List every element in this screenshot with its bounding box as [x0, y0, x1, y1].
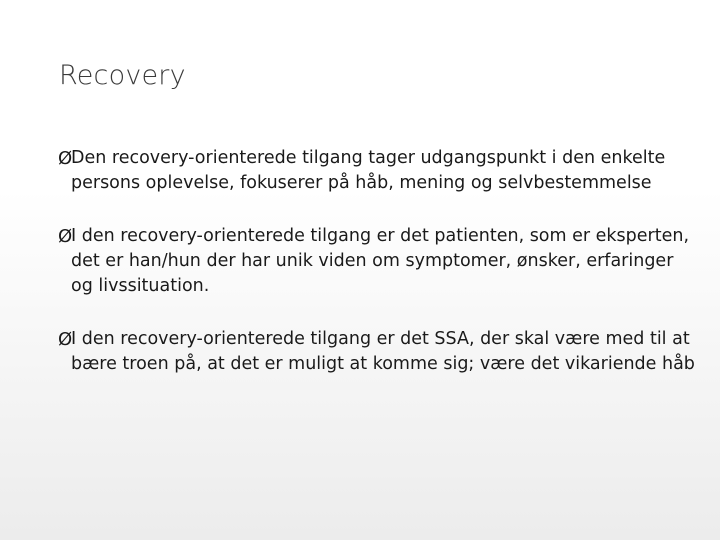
- slide-title: Recovery: [59, 60, 186, 91]
- bullet-item: [59, 146, 699, 196]
- arrow-bullet-icon: Ø: [58, 329, 73, 350]
- bullet-list: [59, 146, 699, 405]
- arrow-bullet-icon: Ø: [58, 226, 73, 247]
- bullet-item: [59, 327, 699, 377]
- bullet-item: [59, 224, 699, 299]
- bullet-text: Den recovery-orienterede tilgang tager udgangspunkt i den enkelte persons oplevelse, fokuserer på håb, mening og selvbestemmelse: [71, 148, 666, 193]
- arrow-bullet-icon: Ø: [58, 148, 73, 169]
- bullet-text: I den recovery-orienterede tilgang er det patienten, som er eksperten, det er han/hun der har unik viden om symptomer, ønsker, erfaringer og livssituation.: [71, 226, 690, 296]
- bullet-text: I den recovery-orienterede tilgang er det SSA, der skal være med til at bære troen på, at det er muligt at komme sig; være det vikariende håb: [71, 329, 695, 374]
